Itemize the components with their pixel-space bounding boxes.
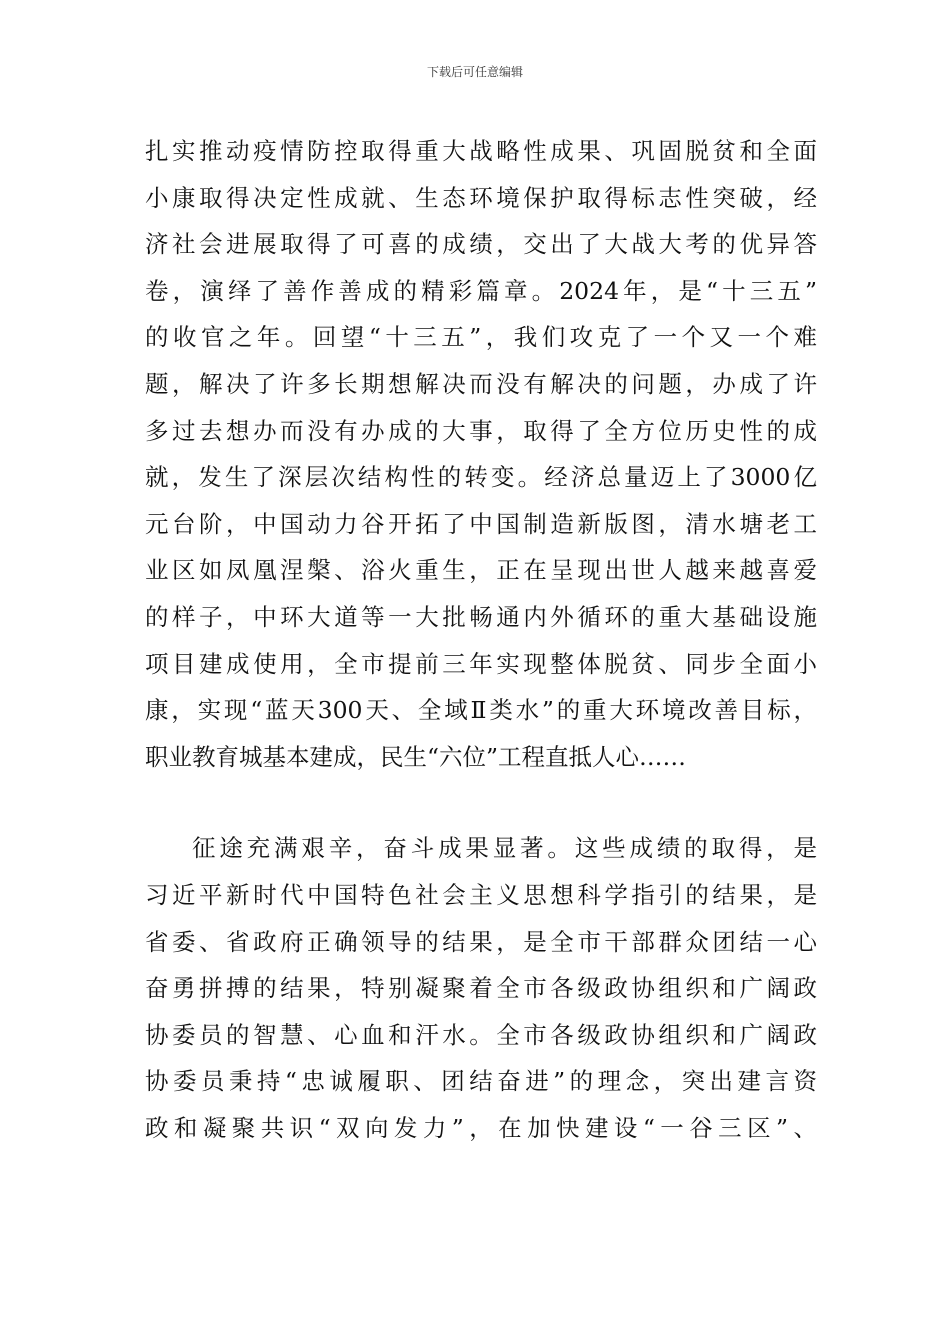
- text-line: 业区如凤凰涅槃、浴火重生，正在呈现出世人越来越喜爱: [145, 556, 817, 585]
- text-line: 题，解决了许多长期想解决而没有解决的问题，办成了许: [145, 369, 817, 398]
- text-line: 元台阶，中国动力谷开拓了中国制造新版图，清水塘老工: [145, 509, 817, 538]
- text-line: 小康取得决定性成就、生态环境保护取得标志性突破，经: [145, 183, 817, 212]
- page-header: 下载后可任意编辑: [426, 65, 523, 79]
- paragraph-2: [145, 825, 817, 1151]
- text-line: 协委员的智慧、心血和汗水。全市各级政协组织和广阔政: [145, 1020, 817, 1049]
- text-line: 多过去想办而没有办成的大事，取得了全方位历史性的成: [145, 416, 817, 445]
- text-line: 就，发生了深层次结构性的转变。经济总量迈上了3000亿: [145, 463, 817, 492]
- text-line: 康，实现“蓝天300天、全域Ⅱ类水”的重大环境改善目标，: [145, 696, 817, 725]
- text-line-indented: 征途充满艰辛，奋斗成果显著。这些成绩的取得，是: [192, 834, 817, 863]
- text-line: 的收官之年。回望“十三五”，我们攻克了一个又一个难: [145, 323, 817, 352]
- text-line: 职业教育城基本建成，民生“六位”工程直抵人心……: [145, 742, 687, 771]
- text-line: 省委、省政府正确领导的结果，是全市干部群众团结一心: [145, 927, 817, 956]
- paragraph-spacer: [145, 780, 817, 825]
- text-line: 项目建成使用，全市提前三年实现整体脱贫、同步全面小: [145, 649, 817, 678]
- text-line: 奋勇拼搏的结果，特别凝聚着全市各级政协组织和广阔政: [145, 974, 817, 1003]
- text-line: 的样子，中环大道等一大批畅通内外循环的重大基础设施: [145, 602, 817, 631]
- document-body: [145, 128, 817, 1151]
- paragraph-1: [145, 128, 817, 780]
- text-line: 卷，演绎了善作善成的精彩篇章。2024年，是“十三五”: [145, 276, 817, 305]
- text-line: 政和凝聚共识“双向发力”，在加快建设“一谷三区”、: [145, 1113, 817, 1142]
- text-line: 协委员秉持“忠诚履职、团结奋进”的理念，突出建言资: [145, 1067, 817, 1096]
- text-line: 济社会进展取得了可喜的成绩，交出了大战大考的优异答: [145, 230, 817, 259]
- text-line: 习近平新时代中国特色社会主义思想科学指引的结果，是: [145, 880, 817, 909]
- text-line: 扎实推动疫情防控取得重大战略性成果、巩固脱贫和全面: [145, 137, 817, 165]
